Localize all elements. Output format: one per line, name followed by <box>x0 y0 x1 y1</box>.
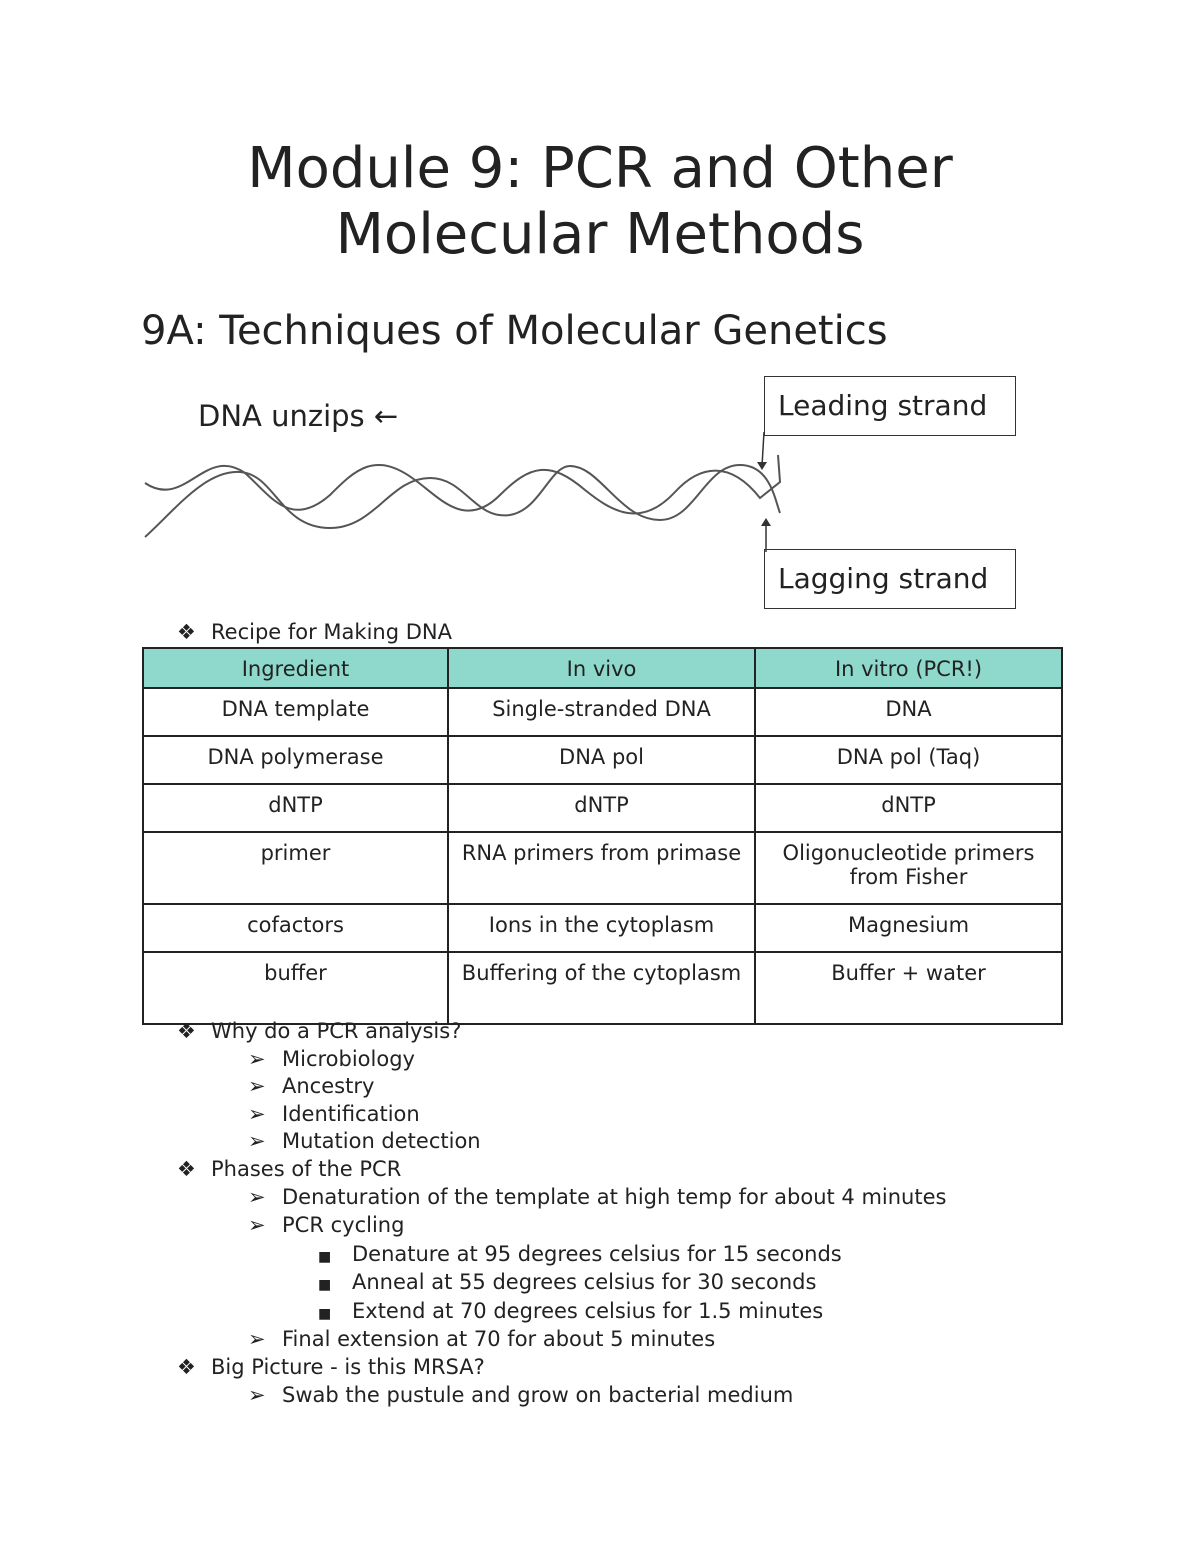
table-row <box>143 832 1062 904</box>
list-item <box>248 1127 481 1155</box>
table-cell: Oligonucleotide primers from Fisher <box>755 832 1062 904</box>
arrow-bullet-icon: ➢ <box>248 1185 266 1209</box>
table-cell: DNA pol (Taq) <box>755 736 1062 784</box>
arrow-bullet-icon: ➢ <box>248 1129 266 1153</box>
section-heading: 9A: Techniques of Molecular Genetics <box>141 308 888 354</box>
table-cell: Buffer + water <box>755 952 1062 1024</box>
arrow-bullet-icon: ➢ <box>248 1047 266 1071</box>
table-cell: Magnesium <box>755 904 1062 952</box>
table-cell: DNA pol <box>448 736 755 784</box>
table-cell: dNTP <box>755 784 1062 832</box>
leading-arrow-line <box>762 432 764 466</box>
table-cell: cofactors <box>143 904 448 952</box>
table-cell: DNA <box>755 688 1062 736</box>
table-cell: dNTP <box>448 784 755 832</box>
recipe-heading: Recipe for Making DNA <box>211 620 452 644</box>
list-item-text: Denature at 95 degrees celsius for 15 seconds <box>352 1242 842 1266</box>
list-item <box>248 1183 946 1211</box>
phases-heading: Phases of the PCR <box>211 1157 402 1181</box>
table-row <box>143 784 1062 832</box>
table-cell: Single-stranded DNA <box>448 688 755 736</box>
why-heading: Why do a PCR analysis? <box>211 1019 462 1043</box>
square-bullet-icon: ■ <box>318 1277 332 1293</box>
list-item-text: PCR cycling <box>282 1213 405 1237</box>
phases-heading-item <box>177 1155 401 1183</box>
table-row <box>143 904 1062 952</box>
list-item-text: Swab the pustule and grow on bacterial medium <box>282 1383 794 1407</box>
table-header-cell: In vivo <box>448 648 755 688</box>
diamond-bullet-icon: ❖ <box>177 1019 196 1043</box>
list-item <box>248 1100 420 1128</box>
list-item-text: Denaturation of the template at high temp for about 4 minutes <box>282 1185 947 1209</box>
table-cell: DNA template <box>143 688 448 736</box>
table-cell: DNA polymerase <box>143 736 448 784</box>
big-picture-heading: Big Picture - is this MRSA? <box>211 1355 485 1379</box>
table-cell: Ions in the cytoplasm <box>448 904 755 952</box>
dna-strand-b <box>145 465 780 537</box>
lagging-strand-callout: Lagging strand <box>764 549 1016 609</box>
big-picture-heading-item <box>177 1353 485 1381</box>
leading-strand-callout: Leading strand <box>764 376 1016 436</box>
table-cell: primer <box>143 832 448 904</box>
why-heading-item <box>177 1017 461 1045</box>
table-row <box>143 736 1062 784</box>
dna-strand-a <box>145 455 780 513</box>
list-item <box>248 1325 715 1353</box>
leading-arrow-head <box>757 462 767 470</box>
table-cell: RNA primers from primase <box>448 832 755 904</box>
table-header-row <box>143 648 1062 688</box>
square-bullet-icon: ■ <box>318 1249 332 1265</box>
table-row <box>143 952 1062 1024</box>
arrow-bullet-icon: ➢ <box>248 1213 266 1237</box>
title-line-2: Molecular Methods <box>335 202 865 267</box>
list-item <box>318 1297 823 1328</box>
recipe-table <box>142 647 1063 1025</box>
list-item <box>248 1045 415 1073</box>
arrow-bullet-icon: ➢ <box>248 1102 266 1126</box>
list-item <box>248 1381 793 1409</box>
arrow-bullet-icon: ➢ <box>248 1383 266 1407</box>
table-header-cell: Ingredient <box>143 648 448 688</box>
list-item-text: Extend at 70 degrees celsius for 1.5 minutes <box>352 1299 824 1323</box>
list-item <box>248 1211 404 1239</box>
list-item-text: Ancestry <box>282 1074 375 1098</box>
list-item-text: Microbiology <box>282 1047 415 1071</box>
table-header-cell: In vitro (PCR!) <box>755 648 1062 688</box>
square-bullet-icon: ■ <box>318 1306 332 1322</box>
dna-unzips-label: DNA unzips ← <box>198 399 399 433</box>
table-cell: dNTP <box>143 784 448 832</box>
table-cell: buffer <box>143 952 448 1024</box>
diamond-bullet-icon: ❖ <box>177 1355 196 1379</box>
title-line-1: Module 9: PCR and Other <box>247 136 953 201</box>
recipe-bullet <box>177 618 452 646</box>
diamond-bullet-icon: ❖ <box>177 620 196 644</box>
table-row <box>143 688 1062 736</box>
list-item-text: Anneal at 55 degrees celsius for 30 seconds <box>352 1270 817 1294</box>
diamond-bullet-icon: ❖ <box>177 1157 196 1181</box>
dna-diagram <box>130 370 1040 620</box>
list-item <box>248 1072 374 1100</box>
list-item <box>318 1268 816 1299</box>
arrow-bullet-icon: ➢ <box>248 1327 266 1351</box>
list-item <box>318 1240 842 1271</box>
table-cell: Buffering of the cytoplasm <box>448 952 755 1024</box>
arrow-bullet-icon: ➢ <box>248 1074 266 1098</box>
list-item-text: Final extension at 70 for about 5 minutes <box>282 1327 716 1351</box>
list-item-text: Mutation detection <box>282 1129 481 1153</box>
lagging-arrow-head <box>761 518 771 526</box>
list-item-text: Identification <box>282 1102 420 1126</box>
page-title <box>0 136 1200 268</box>
